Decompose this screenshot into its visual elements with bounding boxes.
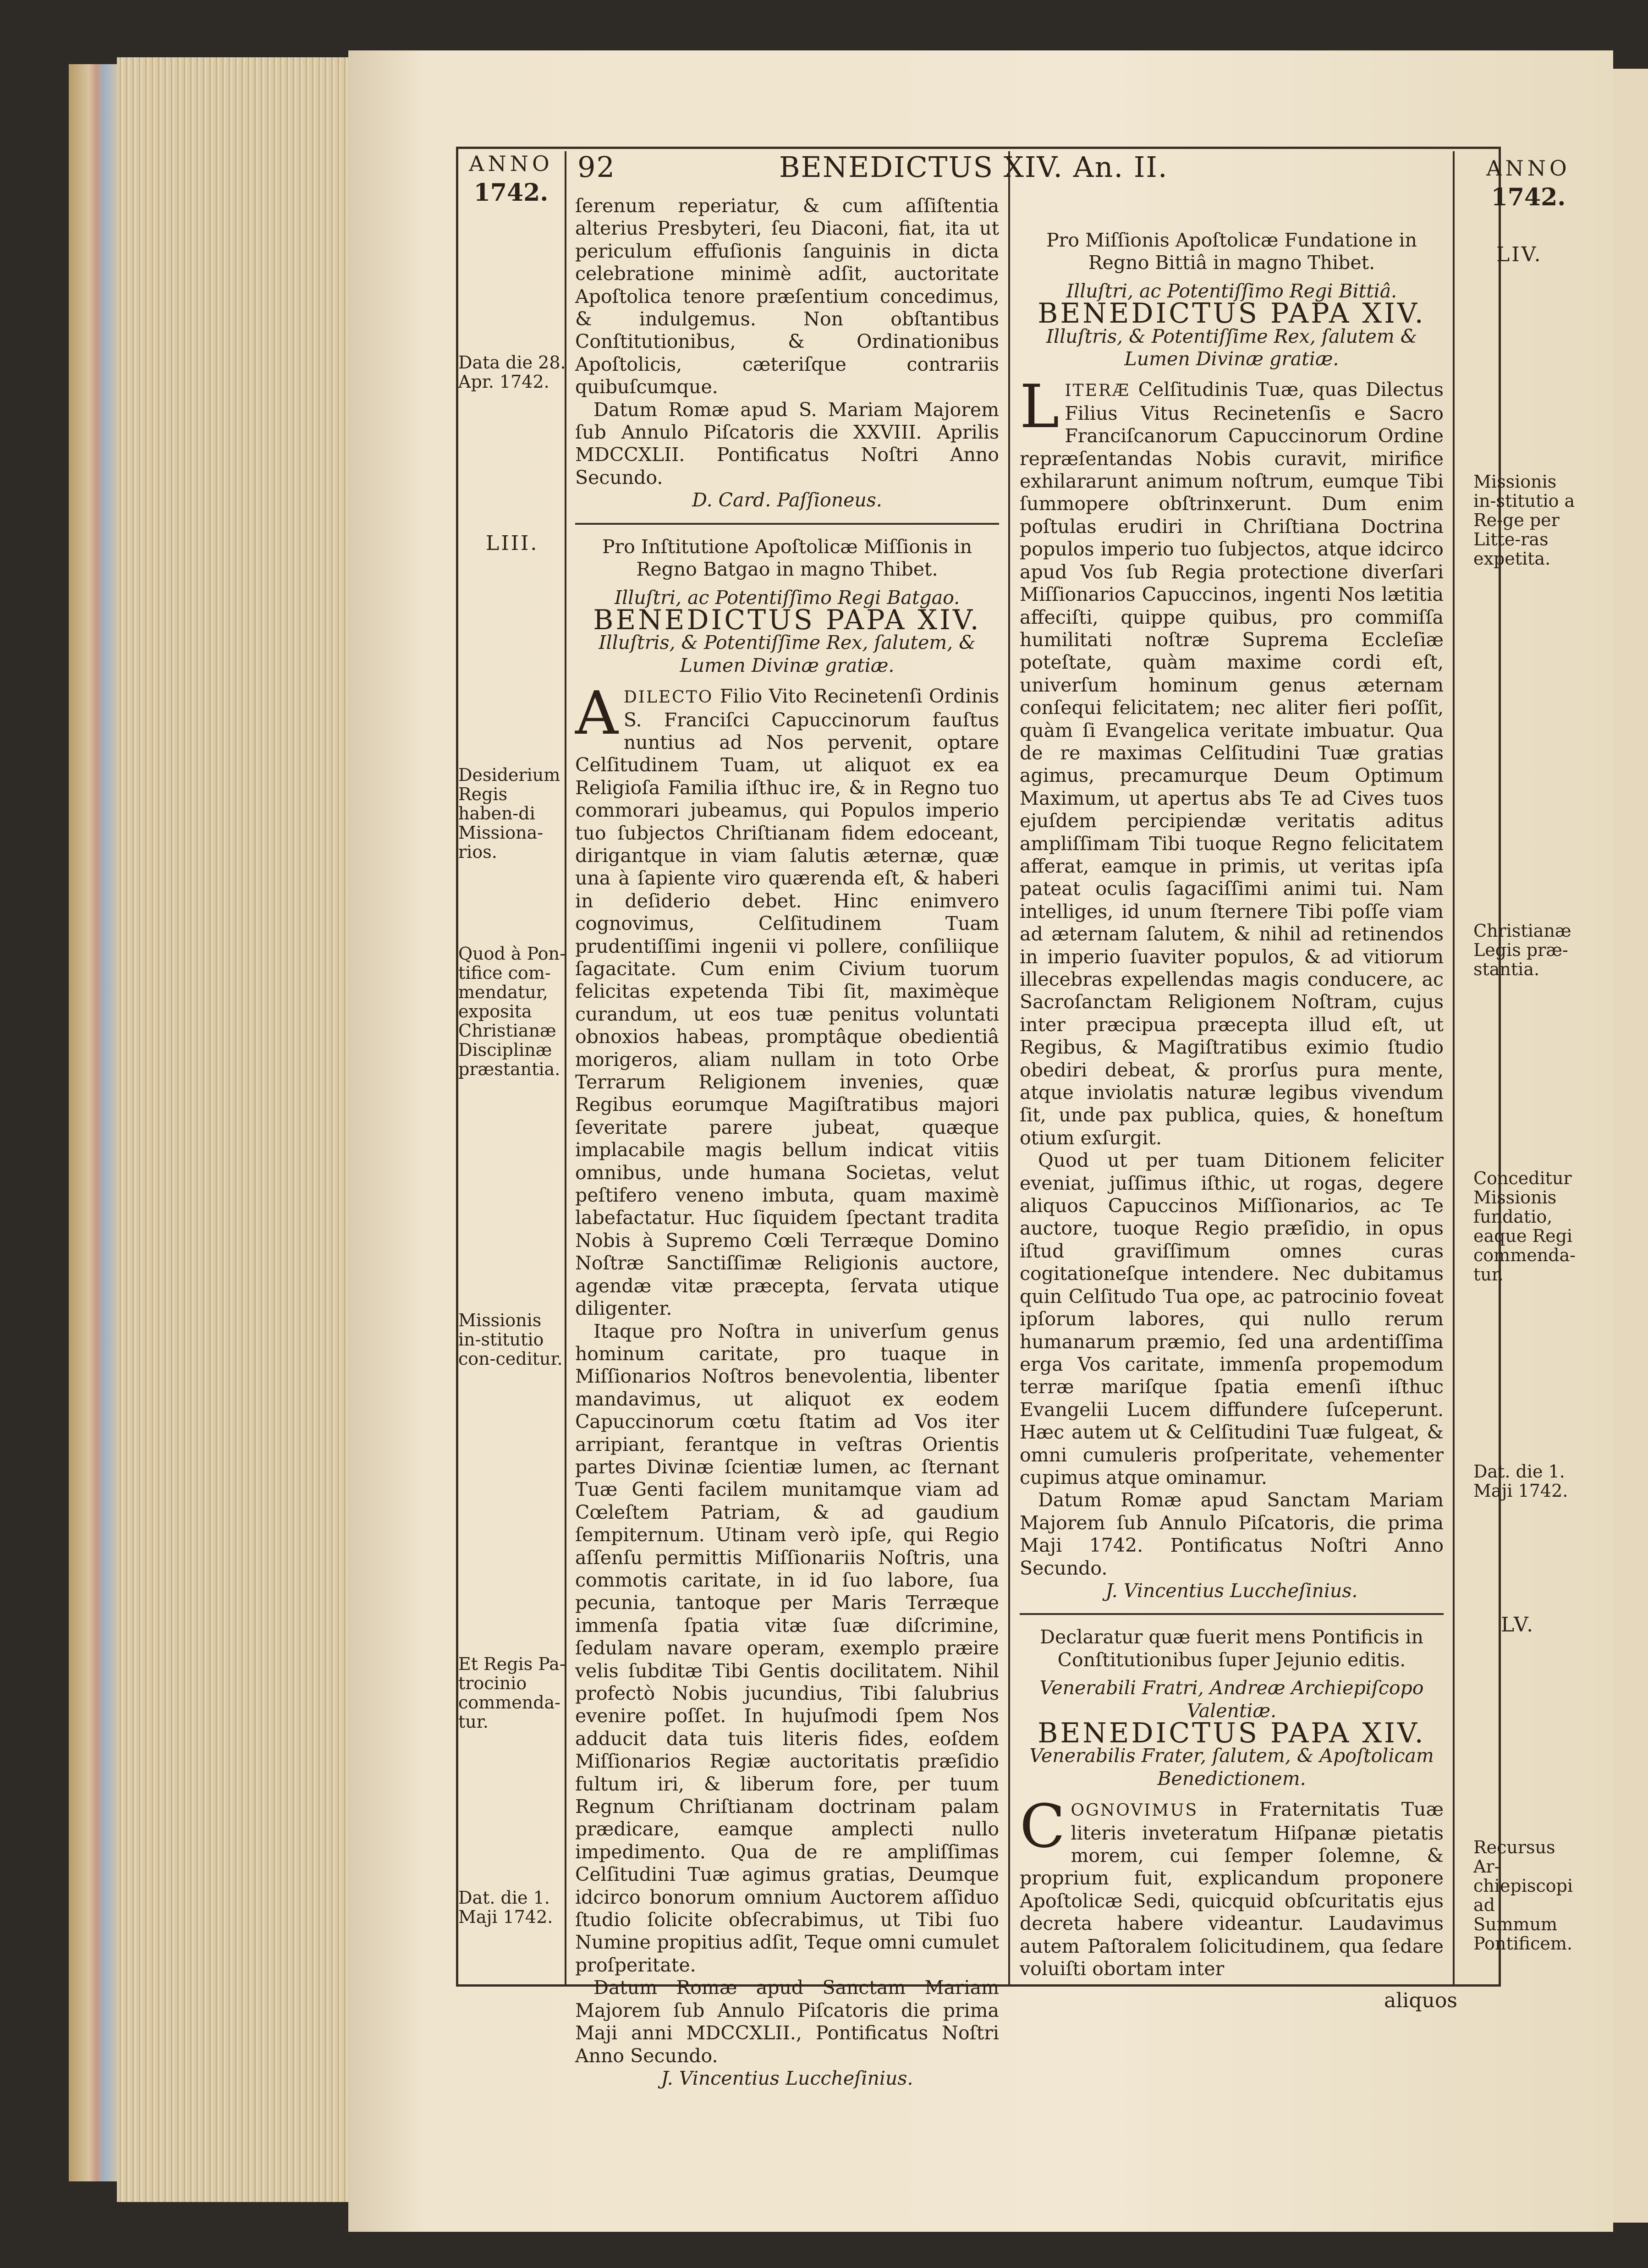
body-text-2: Celſitudinis Tuæ, quas Dilectus Filius Vitus Recinetenſis e Sacro Franciſcanorum Capuccinorum Ordine repræſentandas Nobis curavit, mirifice exhilararunt animum noſtrum, eumque Tibi ſummopere obſtrinxerunt. Dum enim poſtulas erudiri in Chriſtiana Doctrina populos imperio tuo ſubjectos, atque idcirco apud Vos ſub Regia protectione diverſari Miſſionarios Capuccinos, ingenti Nos lætitia affeciſti, quippe quibus, pro commiſſa humilitati noſtræ Suprema Eccleſiæ poteſtate, quàm maxime cordi eſt, univerſum hominum genus æternam conſequi felicitatem; nec aliter fieri poſſit, quàm ſi Evangelica veritate imbuatur. Qua de re maximas Celſitudini Tuæ gratias agimus, precamurque Deum Optimum Maximum, ut apertus abs Te ad Cives tuos ejuſdem percipiendæ veritatis aditus ampliſſimam Tibi tuoque Regno felicitatem afferat, eamque in primis, ut veritas ipſa pateat oculis ſagaciſſimi animi tui. Nam intelliges, id unum ſternere Tibi poſſe viam ad æternam ſalutem, & nihil ad retinendos in imperio ſuaviter populos, & ad vitiorum illecebras expellendas magis conducere, ac Sacroſanctam Religionem Noſtram, cujus inter præcipua præcepta illud eſt, ut Regibus, & Magiſtratibus eximio ſtudio obediri debeat, & prorſus pura mente, atque inviolatis naturæ legibus vivendum ſit, unde pax publica, quies, & honeſtum otium exſurgit. — [1020, 379, 1444, 1149]
margin-anno-right: ANNO — [1486, 156, 1571, 181]
column-right — [1020, 229, 1444, 1980]
address-line: Illuſtri, ac Potentiſſimo Regi Batgao. — [614, 586, 960, 609]
address-line-2: Illuſtri, ac Potentiſſimo Regi Bittiâ. — [1066, 280, 1397, 302]
salutation: Illuſtris, & Potentiſſime Rex, ſalutem, & Lumen Divinæ gratiæ. — [599, 632, 976, 676]
margin-note-recursus: Recursus Ar-chiepiscopi ad Summum Pontificem. — [1473, 1837, 1573, 1954]
running-title: BENEDICTUS XIV. An. II. — [779, 150, 1168, 184]
drop-cap-2: L — [1020, 372, 1060, 442]
papa-heading: BENEDICTUS PAPA XIV. — [593, 604, 981, 636]
column-divider — [1008, 151, 1010, 1984]
margin-anno-left: ANNO — [469, 151, 553, 176]
facing-page-edge — [1613, 69, 1648, 2223]
body-paragraph-2: Quod ut per tuam Ditionem feliciter eveniat, juſſimus iſthic, ut rogas, degere aliquos Capuccinos Miſſionarios, ac Te auctore, tuoque Regio præſidio, in opus iſtud graviſſimum omnes curas cogitationeſque intendere. Nec dubitamus quin Celſitudo Tua ope, ac patrocinio foveat ipſorum labores, qui nullo rerum humanarum præmio, ſed una ardentiſſima erga Vos caritate, immenſa propemodum terræ mariſque ſpatia emenſi iſthuc Evangelii Lucem diffundere ſuſceperunt. Hæc autem ut & Celſitudini Tuæ fulgeat, & omni cumuleris proſperitate, vehementer cupimus atque ominamur. — [1020, 1149, 1444, 1488]
margin-note-quod: Quod à Pon-tifice com-mendatur, exposita Christianæ Disciplinæ præstantia. — [458, 944, 566, 1079]
drop-cap: A — [575, 678, 618, 748]
margin-note-missionis-rege: Missionis in-stitutio a Re-ge per Litte-ras expetita. — [1473, 472, 1575, 569]
papa-heading-3: BENEDICTUS PAPA XIV. — [1038, 1717, 1426, 1749]
margin-number-liii: LIII. — [486, 532, 539, 555]
right-margin-rule — [1453, 151, 1455, 1984]
salutation-2: Illuſtris, & Potentiſſime Rex, ſalutem & Lumen Divinæ gratiæ. — [1046, 325, 1417, 370]
margin-number-liv: LIV. — [1496, 243, 1543, 266]
continued-text: ſerenum reperiatur, & cum aſſiſtentia alterius Presbyteri, ſeu Diaconi, fiat, ita ut periculum effuſionis ſanguinis in dicta celebratione minimè adſit, auctoritate Apoſtolica tenore præſentium concedimus, & indulgemus. Non obſtantibus Conſtitutionibus, & Ordinationibus Apoſtolicis, cæteriſque contrariis quibuſcumque. — [575, 195, 999, 398]
margin-note-dat-right: Dat. die 1. Maji 1742. — [1473, 1461, 1568, 1501]
opening-word: DILECTO — [623, 688, 714, 707]
signature-2: J. Vincentius Luccheſinius. — [661, 2067, 913, 2089]
document-title: Pro Inſtitutione Apoſtolicæ Miſſionis in Regno Batgao in magno Thibet. — [602, 535, 972, 581]
margin-year-left: 1742. — [473, 179, 549, 207]
opening-word-2: ITERÆ — [1065, 381, 1130, 401]
page-number: 92 — [577, 150, 615, 184]
document-title-3: Declaratur quæ fuerit mens Pontificis in Conſtitutionibus ſuper Jejunio editis. — [1040, 1626, 1423, 1671]
address-line-3: Venerabili Fratri, Andreæ Archiepiſcopo Valentiæ. — [1039, 1677, 1424, 1722]
margin-number-lv: LV. — [1501, 1613, 1535, 1636]
margin-note-regis: Et Regis Pa-trocinio commenda-tur. — [458, 1654, 566, 1732]
section-rule — [575, 523, 999, 525]
column-left — [575, 195, 999, 2090]
letter-body-3 — [1020, 1791, 1444, 1980]
margin-note-desiderium: Desiderium Regis haben-di Missiona-rios. — [458, 765, 560, 862]
opening-word-3: OGNOVIMUS — [1071, 1801, 1198, 1820]
page-block-edge — [117, 57, 355, 2202]
margin-note-conceditur: Conceditur Missionis fundatio, eaque Regi commenda-tur. — [1473, 1168, 1576, 1285]
margin-note-date-left: Data die 28. Apr. 1742. — [458, 352, 566, 392]
book-fore-edge — [69, 64, 119, 2181]
margin-note-missionis: Missionis in-stitutio con-ceditur. — [458, 1310, 563, 1369]
signature: D. Card. Paſſioneus. — [692, 489, 882, 511]
letter-body — [575, 678, 999, 1320]
signature-3: J. Vincentius Luccheſinius. — [1105, 1579, 1358, 1602]
document-title-2: Pro Miſſionis Apoſtolicæ Fundatione in Regno Bittiâ in magno Thibet. — [1046, 229, 1417, 274]
margin-year-right: 1742. — [1491, 183, 1566, 211]
drop-cap-3: C — [1020, 1791, 1066, 1862]
letter-body-2 — [1020, 372, 1444, 1149]
datum-clause-2: Datum Romæ apud Sanctam Mariam Majorem ſub Annulo Piſcatoris die prima Maji anni MDCCXLII., Pontificatus Noſtri Anno Secundo. — [575, 1977, 999, 2067]
margin-note-dat-left: Dat. die 1. Maji 1742. — [458, 1888, 553, 1927]
catchword: aliquos — [1384, 1989, 1457, 2012]
body-text: Filio Vito Recinetenſi Ordinis S. Franciſci Capuccinorum fauſtus nuntius ad Nos pervenit, optare Celſitudinem Tuam, ut aliquot ex ea Religioſa Familia iſthuc ire, & in Regno tuo commorari jubeamus, qui Populos imperio tuo ſubjectos Chriſtianam fidem edoceant, dirigantque in viam ſalutis æternæ, quæ una à ſapiente viro quærenda eſt, & haberi in deſiderio debet. Hinc enimvero cognovimus, Celſitudinem Tuam prudentiſſimi ingenii vi pollere, conſiliique ſagacitate. Cum enim Civium tuorum felicitas expetenda Tibi ſit, maximèque curandum, ut eos tuæ penitus voluntati obnoxios habeas, promptâque obedientiâ morigeros, aliam nullam in toto Orbe Terrarum Religionem invenies, quæ Regibus eorumque Magiſtratibus majori ſeveritate parere jubeat, quæque implacabile magis bellum indicat vitiis omnibus, unde humana Societas, velut peſtifero veneno imbuta, quam maximè labefactatur. Huc ſiquidem ſpectant tradita Nobis à Supremo Cœli Terræque Domino Noſtræ Sanctiſſimæ Religionis auctore, agendæ vitæ præcepta, ſervata utique diligenter. — [575, 685, 999, 1320]
datum-clause: Datum Romæ apud S. Mariam Majorem ſub Annulo Piſcatoris die XXVIII. Aprilis MDCCXLII. Pontificatus Noſtri Anno Secundo. — [575, 398, 999, 489]
datum-clause-3: Datum Romæ apud Sanctam Mariam Majorem ſub Annulo Piſcatoris, die prima Maji 1742. Pontificatus Noſtri Anno Secundo. — [1020, 1489, 1444, 1579]
body-paragraph: Itaque pro Noſtra in univerſum genus hominum caritate, pro tuaque in Miſſionarios Noſtros benevolentia, libenter mandavimus, ut aliquot ex eodem Capuccinorum cœtu ſtatim ad Vos iter arripiant, ferantque in veſtras Orientis partes Divinæ ſcientiæ lumen, ac ſternant Tuæ Genti facilem munitamque viam ad Cœleſtem Patriam, & ad gaudium ſempiternum. Utinam verò ipſe, qui Regio aſſenſu permittis Miſſionariis Noſtris, una commotis caritate, in id ſuo labore, ſua pecunia, tantoque per Maris Terræque immenſa ſpatia vitæ ſuæ diſcrimine, ſedulam navare operam, exemplo præire velis ſubditæ Tibi Gentis docilitatem. Nihil profectò Nobis jucundius, Tibi ſalubrius evenire poſſet. In hujuſmodi ſpem Nos adducit data tuis literis fides, eoſdem Miſſionarios Regiæ auctoritatis præſidio fultum iri, & liberum fore, per tuum Regnum Chriſtianam doctrinam palam prædicare, eamque amplecti nullo impedimento. Qua de re ampliſſimas Celſitudini Tuæ agimus gratias, Deumque idcirco bonorum omnium Auctorem aſſiduo ſtudio ſolicite obſecrabimus, ut Tibi ſuo Numine propitius adſit, Teque omni cumulet proſperitate. — [575, 1320, 999, 1976]
body-text-3: in Fraternitatis Tuæ literis inveteratum Hiſpanæ pietatis morem, cui ſemper ſolemne, & proprium fuit, explicandum proponere Apoſtolicæ Sedi, quicquid obſcuritatis ejus decreta habere videantur. Laudavimus autem Paſtoralem ſolicitudinem, qua ſedare voluiſti obortam inter — [1020, 1798, 1444, 1980]
top-rule — [456, 147, 1501, 149]
right-frame-rule — [1499, 147, 1501, 1987]
papa-heading-2: BENEDICTUS PAPA XIV. — [1038, 297, 1426, 330]
margin-note-christianae: Christianæ Legis præ-stantia. — [1473, 921, 1571, 979]
section-rule-2 — [1020, 1613, 1444, 1615]
salutation-3: Venerabilis Frater, ſalutem, & Apoſtolicam Benedictionem. — [1029, 1745, 1434, 1790]
